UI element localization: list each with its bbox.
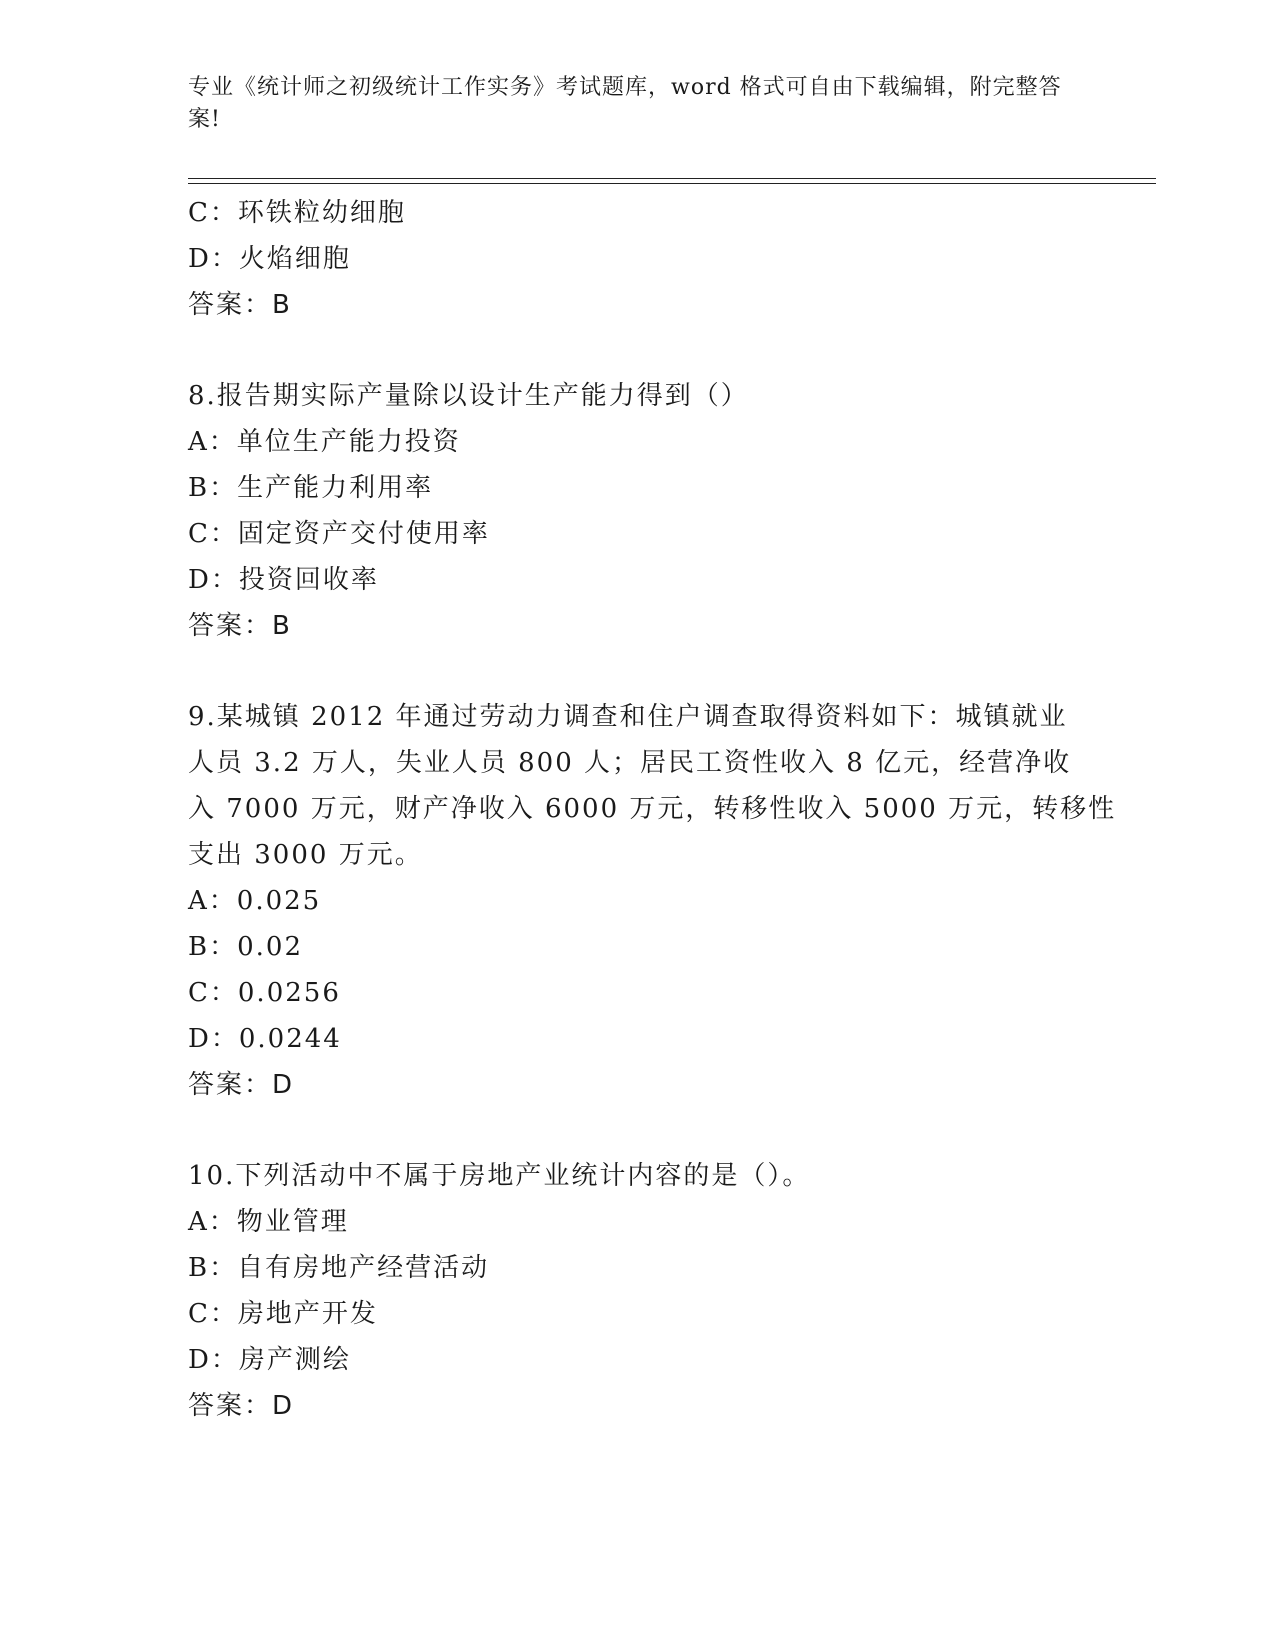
question-stem-line-3: 入 7000 万元，财产净收入 6000 万元，转移性收入 5000 万元，转移性 [188,794,1117,824]
option-d: D：房产测绘 [188,1345,351,1375]
option-a: A：0.025 [188,886,322,916]
option-c: C：房地产开发 [188,1299,378,1329]
question-stem-line-2: 人员 3.2 万人，失业人员 800 人；居民工资性收入 8 亿元，经营净收 [188,748,1072,778]
option-c: C：环铁粒幼细胞 [188,198,406,228]
option-d: D：投资回收率 [188,565,379,595]
question-10 [188,1153,1088,1429]
option-c: C：0.0256 [188,978,341,1008]
option-d: D：0.0244 [188,1024,342,1054]
document-header: 专业《统计师之初级统计工作实务》考试题库，word 格式可自由下载编辑，附完整答案! [188,75,1062,132]
option-b: B：生产能力利用率 [188,473,434,503]
spacer [188,649,1088,694]
option-a: A：单位生产能力投资 [188,427,461,457]
spacer [188,1108,1088,1153]
option-a: A：物业管理 [188,1207,349,1237]
answer-line: 答案：D [188,1070,295,1100]
question-stem-line-1: 9.某城镇 2012 年通过劳动力调查和住户调查取得资料如下：城镇就业 [188,702,1068,732]
question-9 [188,694,1117,1108]
header-rule-bottom [188,183,1156,184]
option-d: D：火焰细胞 [188,244,351,274]
question-stem-line-4: 支出 3000 万元。 [188,840,423,870]
header-rule-top [188,178,1156,179]
answer-line: 答案：B [188,611,292,641]
question-stem: 10.下列活动中不属于房地产业统计内容的是（）。 [188,1161,811,1191]
question-content [188,190,1117,1429]
spacer [188,328,1088,373]
option-b: B：自有房地产经营活动 [188,1253,490,1283]
option-b: B：0.02 [188,932,303,962]
question-stem: 8.报告期实际产量除以设计生产能力得到（） [188,381,749,411]
option-c: C：固定资产交付使用率 [188,519,490,549]
answer-line: 答案：B [188,290,292,320]
answer-line: 答案：D [188,1391,295,1421]
question-7-tail [188,190,1088,328]
question-8 [188,373,1088,649]
